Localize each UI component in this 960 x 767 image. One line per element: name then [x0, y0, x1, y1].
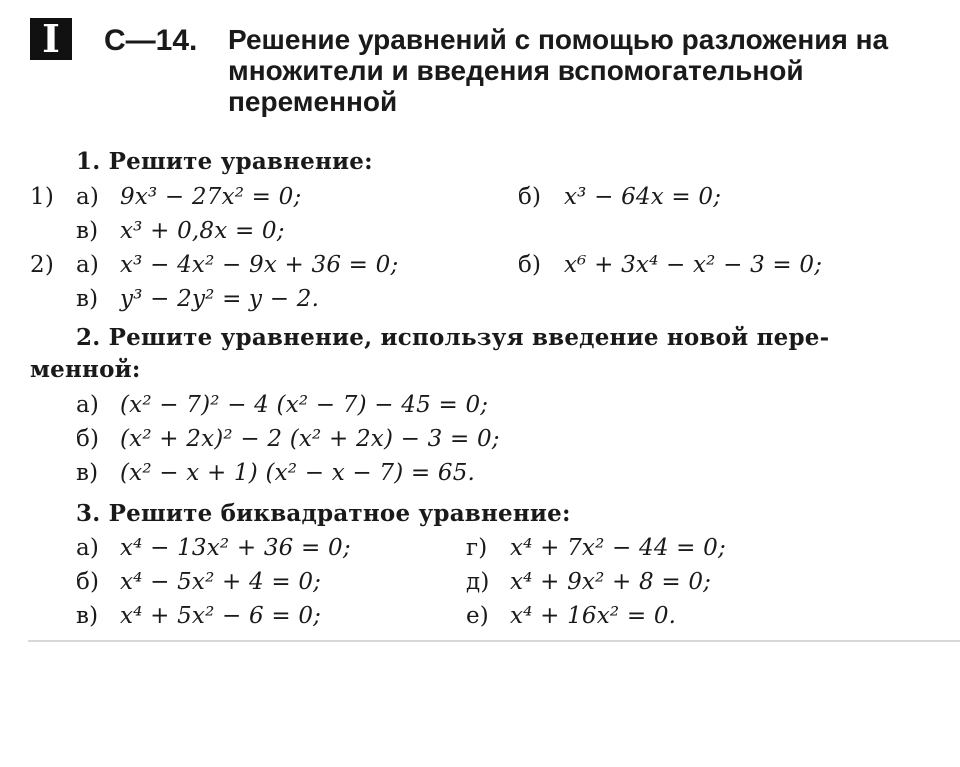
task3-e-label: е): [466, 603, 489, 629]
task3-a-equation: x⁴ − 13x² + 36 = 0;: [120, 535, 351, 561]
task3-b-label: б): [76, 569, 100, 595]
section-code: С—14.: [104, 24, 198, 57]
task1-title: 1. Решите уравнение:: [76, 148, 373, 175]
task1-2a-label: а): [76, 252, 100, 278]
task3-d-label: д): [466, 569, 490, 595]
task3-a-label: а): [76, 535, 100, 561]
task2-b-label: б): [76, 426, 100, 452]
task1-1a-equation: 9x³ − 27x² = 0;: [120, 184, 302, 210]
task1-2c-label: в): [76, 286, 99, 312]
task2-a-equation: (x² − 7)² − 4 (x² − 7) − 45 = 0;: [120, 392, 489, 418]
task2-title-line1: 2. Решите уравнение, используя введение новой пере-: [76, 324, 830, 351]
section-title: Решение уравнений с помощью разложения на множители и введения вспомогательной переменной: [228, 24, 889, 117]
task1-part2-number: 2): [30, 252, 55, 278]
task1-1c-label: в): [76, 218, 99, 244]
task1-1b-equation: x³ − 64x = 0;: [564, 184, 722, 210]
task1-2a-equation: x³ − 4x² − 9x + 36 = 0;: [120, 252, 399, 278]
task2-title-line2: менной:: [30, 356, 141, 383]
task2-c-label: в): [76, 460, 99, 486]
blank-area: [0, 642, 960, 767]
task1-2c-equation: y³ − 2y² = y − 2.: [120, 286, 320, 312]
task3-title: 3. Решите биквадратное уравнение:: [76, 500, 571, 527]
task3-g-equation: x⁴ + 7x² − 44 = 0;: [510, 535, 726, 561]
task3-c-label: в): [76, 603, 99, 629]
task1-2b-equation: x⁶ + 3x⁴ − x² − 3 = 0;: [564, 252, 823, 278]
task2-c-equation: (x² − x + 1) (x² − x − 7) = 65.: [120, 460, 476, 486]
task1-1c-equation: x³ + 0,8x = 0;: [120, 218, 285, 244]
task3-c-equation: x⁴ + 5x² − 6 = 0;: [120, 603, 322, 629]
task2-a-label: а): [76, 392, 100, 418]
task1-2b-label: б): [518, 252, 542, 278]
task3-b-equation: x⁴ − 5x² + 4 = 0;: [120, 569, 322, 595]
task3-d-equation: x⁴ + 9x² + 8 = 0;: [510, 569, 712, 595]
task3-e-equation: x⁴ + 16x² = 0.: [510, 603, 677, 629]
task1-1a-label: а): [76, 184, 100, 210]
task3-g-label: г): [466, 535, 488, 561]
task1-1b-label: б): [518, 184, 542, 210]
level-badge: I: [30, 18, 72, 60]
task1-part1-number: 1): [30, 184, 55, 210]
task2-b-equation: (x² + 2x)² − 2 (x² + 2x) − 3 = 0;: [120, 426, 500, 452]
